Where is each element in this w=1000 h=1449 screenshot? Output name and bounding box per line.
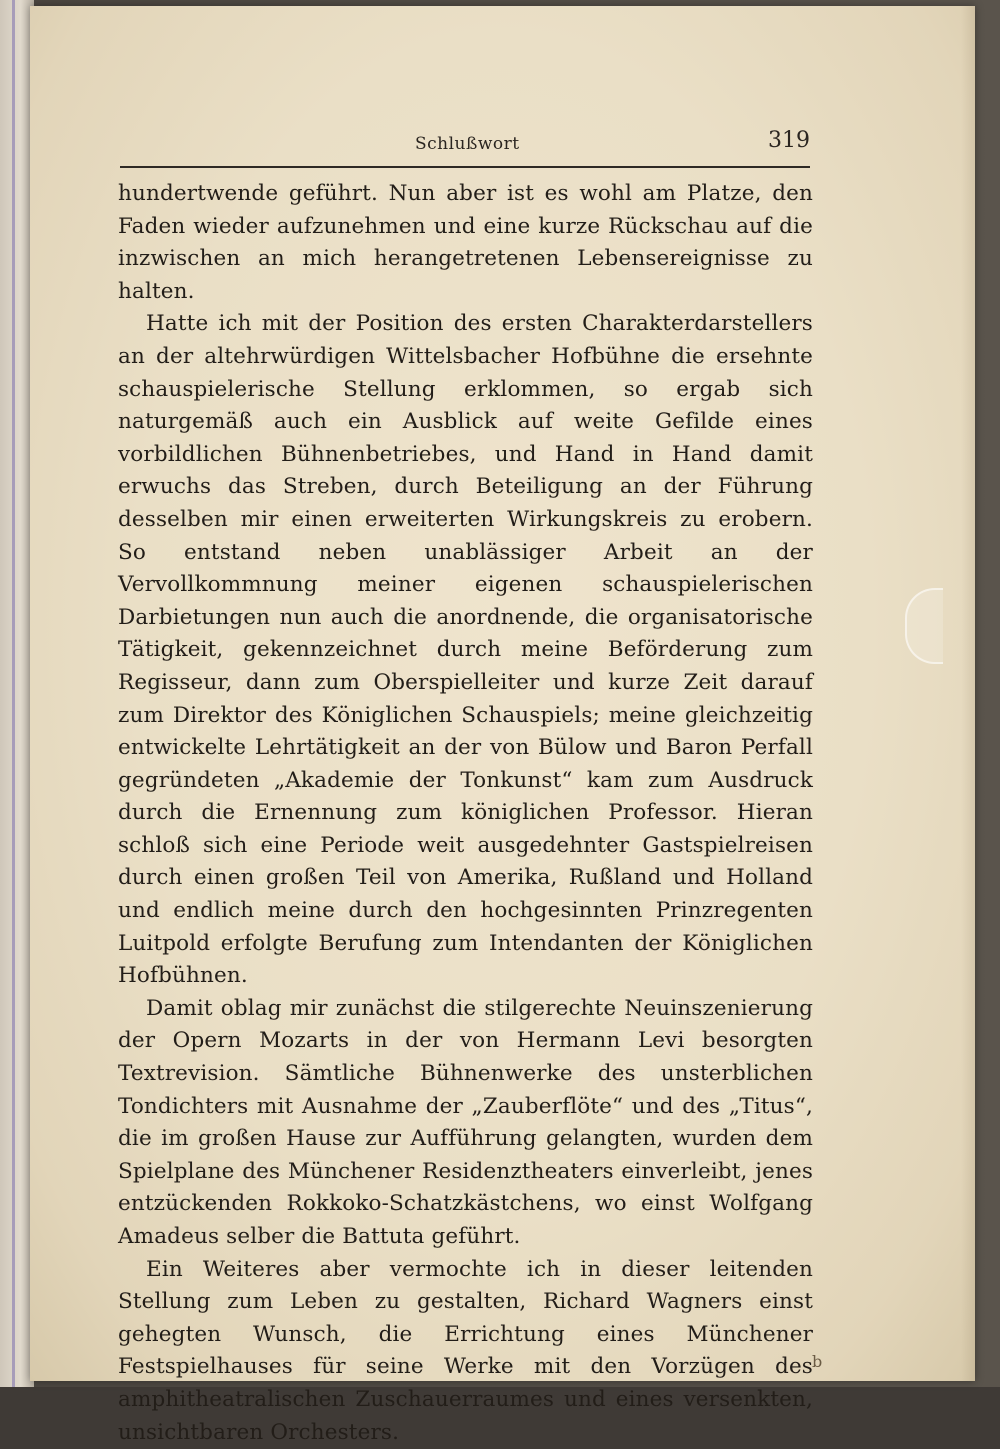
header-rule	[120, 166, 810, 168]
paragraph-1: hundertwende geführt. Nun aber ist es wohl am Platze, den Faden wieder aufzunehmen und eine kurze Rückschau auf die inzwischen an mich herangetretenen Lebensereignisse zu halten.	[118, 181, 813, 304]
binding-stripe	[12, 0, 15, 1387]
paragraph-4: Ein Weiteres aber vermochte ich in dieser leitenden Stellung zum Leben zu gestalten, Richard Wagners einst gehegten Wunsch, die Errichtung eines Münchener Festspielhauses für seine Werke mit den Vorzügen des amphitheatralischen Zuschauerraumes und eines versenkten, unsichtbaren Orchesters.	[118, 1256, 813, 1445]
corner-mark: b	[812, 1352, 823, 1371]
page-header	[85, 124, 810, 164]
paragraph-2: Hatte ich mit der Position des ersten Charakterdarstellers an der altehrwürdigen Wittelsbacher Hofbühne die ersehnte schauspielerische Stellung erklommen, so ergab sich naturgemäß auch ein Ausblick auf weite Gefilde eines vorbildlichen Bühnenbetriebes, und Hand in Hand damit erwuchs das Streben, durch Beteiligung an der Führung desselben mir einen erweiterten Wirkungskreis zu erobern. So entstand neben unablässiger Arbeit an der Vervollkommnung meiner eigenen schauspielerischen Darbietungen nun auch die anordnende, die organisatorische Tätigkeit, gekennzeichnet durch meine Beförderung zum Regisseur, dann zum Oberspielleiter und kurze Zeit darauf zum Direktor des Königlichen Schauspiels; meine gleichzeitig entwickelte Lehrtätigkeit an der von Bülow und Baron Perfall gegründeten „Akademie der Tonkunst“ kam zum Ausdruck durch die Ernennung zum königlichen Professor. Hieran schloß sich eine Periode weit ausgedehnter Gastspielreisen durch einen großen Teil von Amerika, Rußland und Holland und endlich meine durch den hochgesinnten Prinzregenten Luitpold erfolgte Berufung zum Intendanten der Königlichen Hofbühnen.	[118, 311, 813, 989]
paragraph-3: Damit oblag mir zunächst die stilgerechte Neuinszenierung der Opern Mozarts in der von Hermann Levi besorgten Textrevision. Sämtliche Bühnenwerke des unsterblichen Tondichters mit Ausnahme der „Zauberflöte“ und des „Titus“, die im großen Hause zur Aufführung gelangten, wurden dem Spielplane des Münchener Residenztheaters einverleibt, jenes entzückenden Rokkoko-Schatzkästchens, wo einst Wolfgang Amadeus selber die Battuta geführt.	[118, 995, 813, 1249]
running-title: Schlußwort	[415, 134, 520, 154]
body-text	[118, 178, 813, 1449]
page-clip	[905, 588, 943, 664]
page-number: 319	[768, 128, 810, 153]
book-binding-edge	[0, 0, 34, 1387]
page-edge-shadow	[961, 6, 975, 1381]
